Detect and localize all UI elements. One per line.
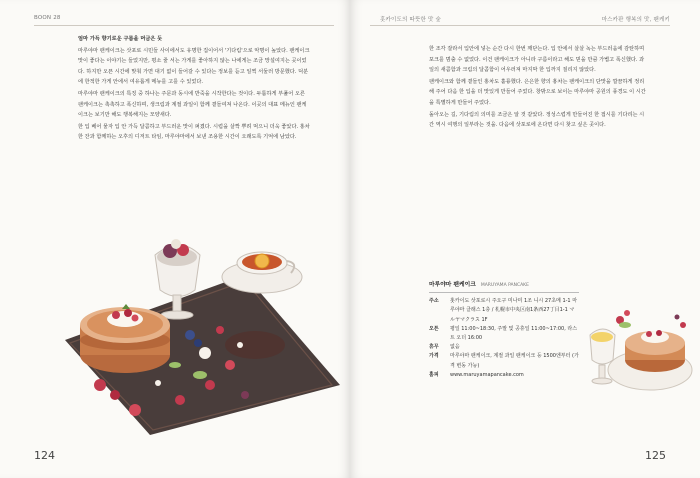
small-pancake-illustration	[585, 265, 695, 415]
info-value: 마루야마 팬케이크, 계절 과일 팬케이크 등 1500엔부터 (가격 변동 가능)	[450, 353, 579, 369]
left-paragraph-1: 마루야마 팬케이크는 삿포로 시민들 사이에서도 유명한 집이어서 '기다림'으로 악명이 높았다. 팬케이크 맛이 좋다는 이야기는 들었지만, 평소 줄 서는 가게를 좋아하지 않는 나에게는 조금 망설여지는 곳이었다. 하지만 오픈 시간에 맞춰 가면 대기 없이 들어갈 수 있다는 정보를 듣고 일찍 서둘러 방문했다. 덕분에 한적한 가게 안에서 여유롭게 메뉴를 고를 수 있었다.	[78, 47, 310, 86]
info-key: 가격	[429, 353, 439, 360]
left-header-rule	[34, 25, 334, 26]
shop-name-sub: MARUYAMA PANCAKE	[480, 283, 529, 288]
left-body-text	[78, 34, 310, 144]
info-key: 오픈	[429, 325, 439, 332]
pancake-plate-illustration	[40, 235, 340, 435]
left-page-number: 124	[34, 449, 55, 462]
info-row-closed	[429, 343, 579, 352]
left-running-header: BOON 28	[34, 15, 61, 21]
info-value: 없음	[450, 344, 460, 351]
shop-name: 마루야마 팬케이크	[429, 282, 476, 288]
info-row-price	[429, 352, 579, 370]
right-paragraph-1: 한 조각 잘라서 입안에 넣는 순간 다시 한번 깨닫는다. 입 안에서 살살 녹는 부드러움에 감탄하며 포크를 멈출 수 없었다. 이건 팬케이크가 아니라 구름이라고 해도 믿을 만큼 가볍고 폭신했다. 과일의 새콤함과 크림의 달콤함이 어우러져 마지막 한 입까지 질리지 않았다.	[429, 46, 645, 74]
left-paragraph-3: 한 입 베어 물자 입 안 가득 달콤하고 부드러운 맛이 퍼졌다. 시럽을 살짝 뿌려 먹으니 더욱 좋았다. 홍차 한 잔과 함께하는 오후의 디저트 타임, 마루야마에서 보낸 조용한 시간이 오래도록 기억에 남았다.	[78, 123, 310, 141]
info-row-homepage	[429, 371, 579, 380]
info-key: 휴무	[429, 344, 439, 351]
info-key: 홈피	[429, 371, 439, 378]
info-value: 홋카이도 삿포로시 주오구 미나미 1조 니시 27초메 1-1 마루야마 클래스 1층 / 札幌市中央区南1条西27丁目1-1 マルヤマクラス 1F	[450, 298, 578, 323]
shop-info-box	[429, 281, 579, 380]
right-running-header: 홋카이도의 따뜻한 맛 숲	[380, 17, 441, 23]
right-header-rule	[370, 25, 670, 26]
right-body-text	[429, 44, 649, 132]
info-row-address	[429, 297, 579, 325]
right-paragraph-2: 팬케이크와 함께 곁들인 홍차도 훌륭했다. 은은한 향의 홍차는 팬케이크의 단맛을 깔끔하게 정리해 주어 다음 한 입을 더 맛있게 만들어 주었다. 창밖으로 보이는 마루야마 공원의 풍경도 이 시간을 특별하게 만들어 주었다.	[429, 78, 646, 106]
info-value-link[interactable]: www.maruyamapancake.com	[450, 371, 524, 378]
left-lead-heading: 엄마 가득 향기로운 구름을 머금은 듯	[78, 36, 163, 42]
right-running-header-2: 마스카판 행복의 맛, 팬케키	[601, 17, 670, 23]
info-value: 평일 11:00~18:30, 주말 및 공휴일 11:00~17:00, 라스트 오더 16:00	[450, 325, 578, 342]
shop-name-row	[429, 281, 579, 293]
right-page-number: 125	[645, 449, 666, 462]
right-page	[350, 0, 700, 478]
left-paragraph-2: 마루야마 팬케이크의 특징 중 하나는 주문과 동시에 반죽을 시작한다는 것이다. 두툼하게 부풀어 오른 팬케이크는 촉촉하고 폭신하며, 생크림과 계절 과일이 함께 곁들여져 나온다. 이곳의 대표 메뉴인 팬케이크는 보기만 해도 행복해지는 모양새다.	[78, 90, 307, 119]
info-row-hours	[429, 325, 579, 343]
info-key: 주소	[429, 298, 439, 305]
right-paragraph-3: 돌아오는 길, 기다림의 의미를 조금은 알 것 같았다. 정성스럽게 만들어진 한 접시를 기다리는 시간 역시 여행의 일부라는 것을. 다음에 삿포로에 온다면 다시 찾고 싶은 곳이다.	[429, 111, 645, 129]
